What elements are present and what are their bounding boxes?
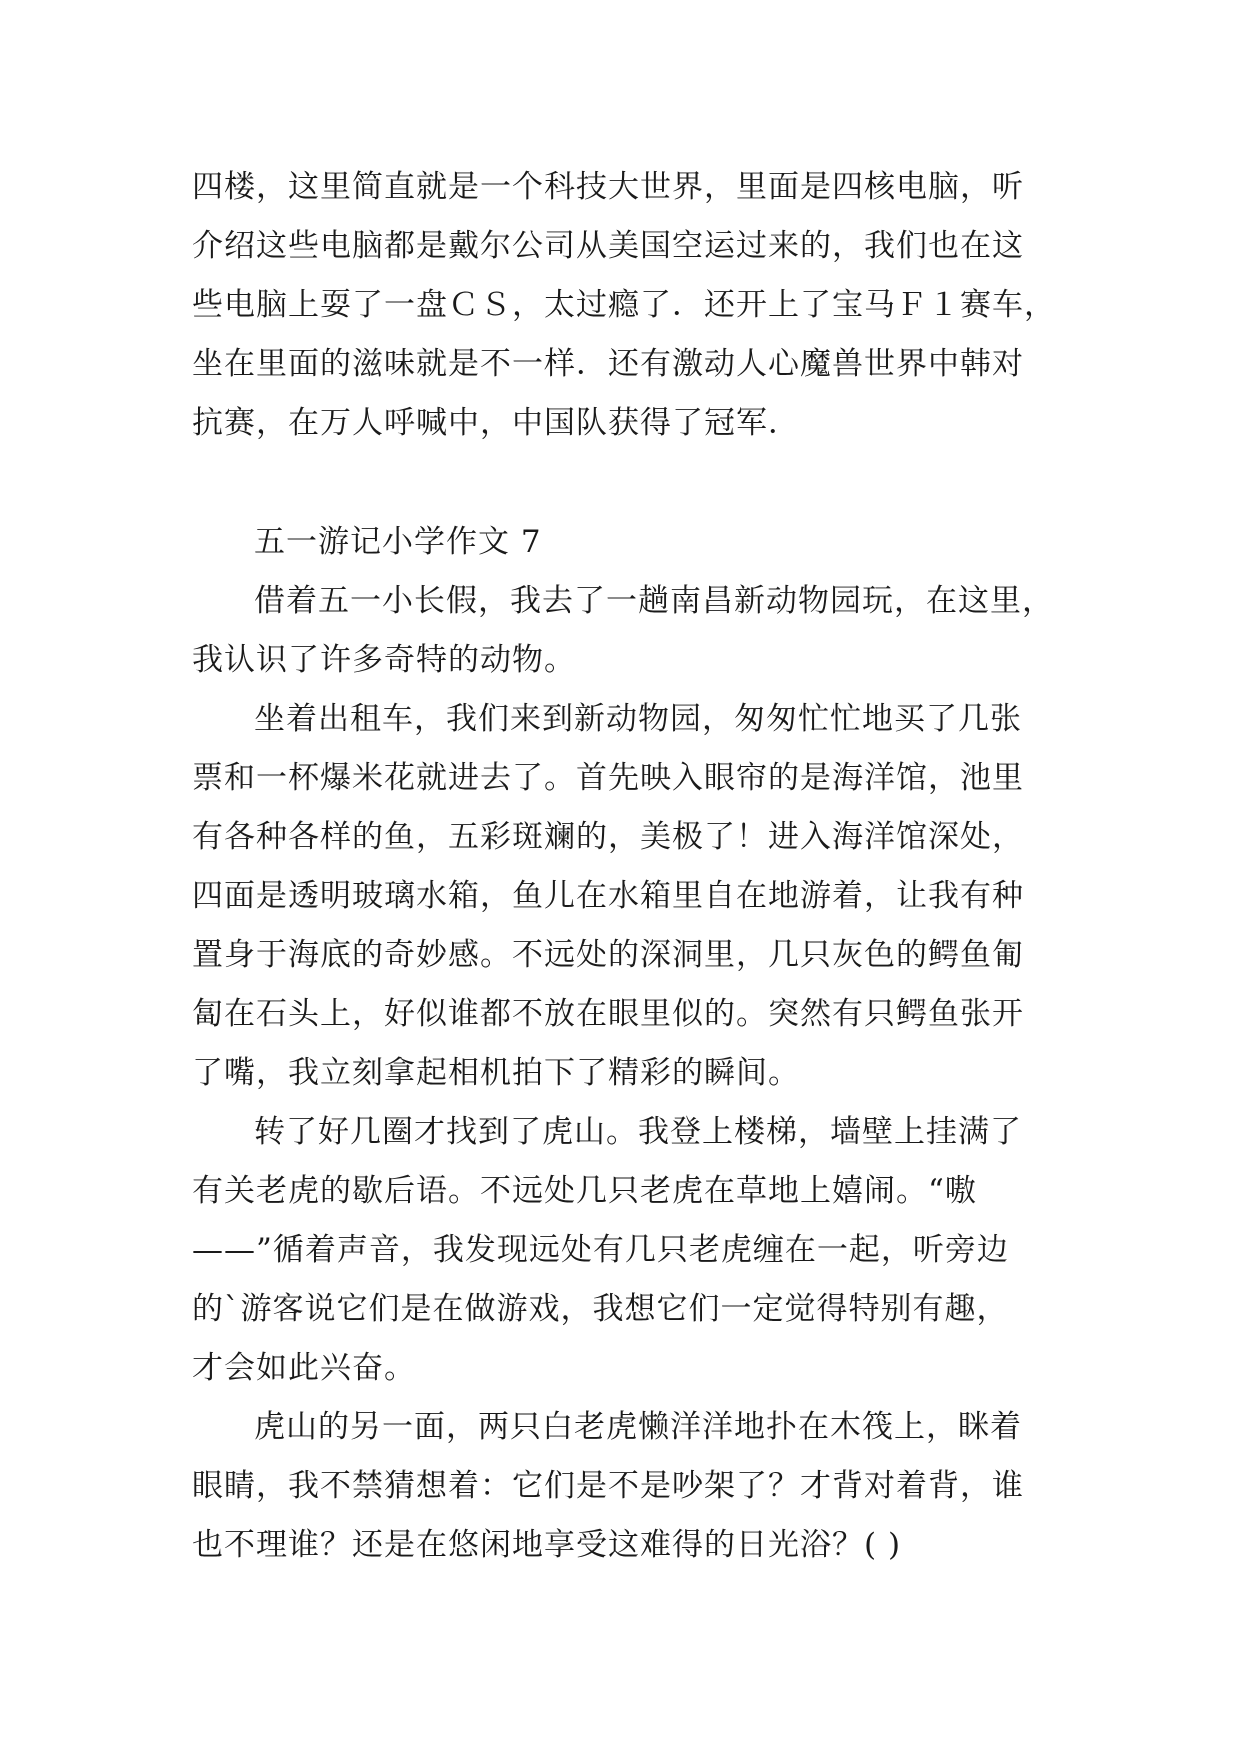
text-line: 我认识了许多奇特的动物。	[192, 642, 576, 678]
text-line: 有关老虎的歇后语。不远处几只老虎在草地上嬉闹。“嗷	[192, 1173, 977, 1209]
text-line: 介绍这些电脑都是戴尔公司从美国空运过来的，我们也在这	[192, 228, 1024, 264]
text-line: 四楼，这里简直就是一个科技大世界，里面是四核电脑，听	[192, 169, 1024, 205]
text-line: 的`游客说它们是在做游戏，我想它们一定觉得特别有趣，	[192, 1291, 1009, 1327]
text-line: 匐在石头上，好似谁都不放在眼里似的。突然有只鳄鱼张开	[192, 996, 1024, 1032]
text-line: 坐着出租车，我们来到新动物园，匆匆忙忙地买了几张	[254, 701, 1022, 737]
text-line: 有各种各样的鱼，五彩斑斓的，美极了！进入海洋馆深处，	[192, 819, 1024, 855]
text-line: ——”循着声音，我发现远处有几只老虎缠在一起，听旁边	[192, 1232, 1009, 1268]
text-line: 虎山的另一面，两只白老虎懒洋洋地扑在木筏上，眯着	[254, 1409, 1022, 1445]
text-line: 才会如此兴奋。	[192, 1350, 416, 1386]
text-line: 些电脑上耍了一盘ＣＳ，太过瘾了．还开上了宝马Ｆ１赛车，	[192, 287, 1056, 323]
section-heading: 五一游记小学作文 7	[254, 524, 542, 560]
text-line: 抗赛，在万人呼喊中，中国队获得了冠军．	[192, 405, 800, 441]
text-line: 也不理谁？还是在悠闲地享受这难得的日光浴？( )	[192, 1527, 902, 1563]
text-line: 眼睛，我不禁猜想着：它们是不是吵架了？才背对着背，谁	[192, 1468, 1024, 1504]
text-line: 置身于海底的奇妙感。不远处的深洞里，几只灰色的鳄鱼匍	[192, 937, 1024, 973]
text-line: 四面是透明玻璃水箱，鱼儿在水箱里自在地游着，让我有种	[192, 878, 1024, 914]
text-line: 票和一杯爆米花就进去了。首先映入眼帘的是海洋馆，池里	[192, 760, 1024, 796]
text-line: 坐在里面的滋味就是不一样．还有激动人心魔兽世界中韩对	[192, 346, 1024, 382]
text-line: 借着五一小长假，我去了一趟南昌新动物园玩，在这里，	[254, 583, 1054, 619]
text-line: 转了好几圈才找到了虎山。我登上楼梯，墙壁上挂满了	[254, 1114, 1022, 1150]
text-line: 了嘴，我立刻拿起相机拍下了精彩的瞬间。	[192, 1055, 800, 1091]
